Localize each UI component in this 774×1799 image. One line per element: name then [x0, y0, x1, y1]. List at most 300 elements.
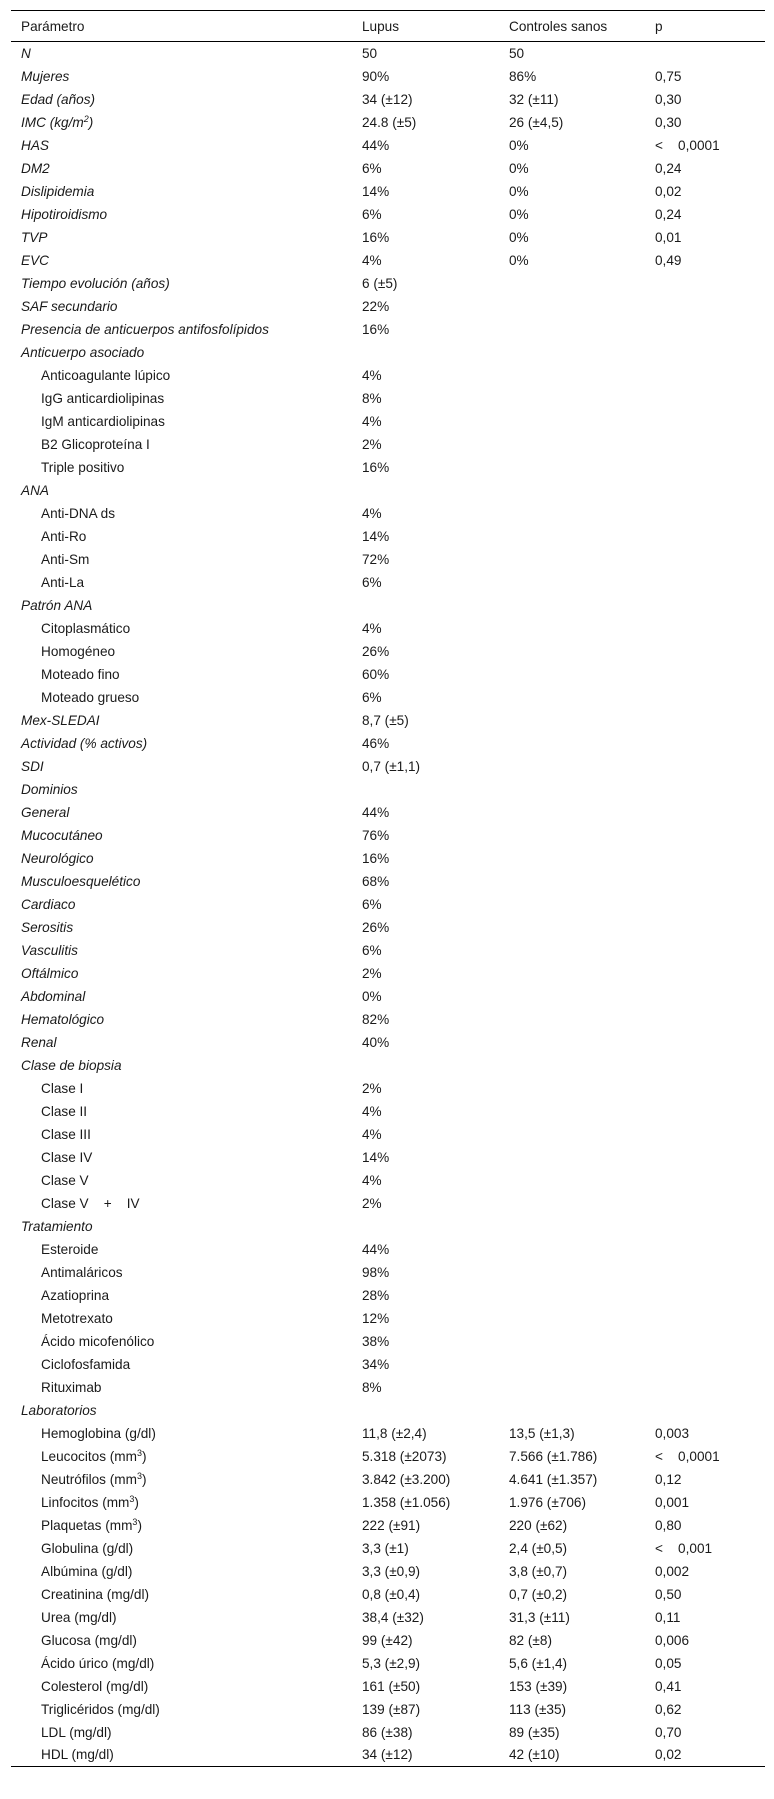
param-label: Laboratorios: [21, 1402, 97, 1418]
param-label: Hipotiroidismo: [21, 206, 108, 222]
param-cell: [11, 985, 352, 1008]
lupus-value-cell: 8,7 (±5): [362, 712, 409, 728]
controls-value-cell: [499, 1261, 645, 1284]
controls-value-cell: [499, 410, 645, 433]
table-row: [11, 65, 765, 88]
lupus-value-cell: 14%: [362, 528, 390, 544]
controls-value-cell: 86%: [509, 68, 537, 84]
param-cell: [11, 1238, 352, 1261]
param-cell: [11, 1330, 352, 1353]
lupus-value-cell: 5,3 (±2,9): [362, 1655, 421, 1671]
controls-value-cell: 0,7 (±0,2): [509, 1586, 568, 1602]
p-value-cell: 0,80: [655, 1517, 682, 1533]
param-label: Edad (años): [21, 91, 96, 107]
param-label: Leucocitos (mm: [41, 1448, 137, 1464]
table-row: [11, 594, 765, 617]
lupus-value-cell: 2%: [362, 436, 382, 452]
table-row: [11, 456, 765, 479]
lupus-value-cell: 22%: [362, 298, 390, 314]
param-label: IMC (kg/m: [21, 114, 84, 130]
p-value-cell: [645, 1215, 765, 1238]
controls-value-cell: [499, 364, 645, 387]
param-cell: [11, 962, 352, 985]
param-label: Triple positivo: [41, 459, 125, 475]
table-row: [11, 1491, 765, 1514]
param-label: Anti-La: [41, 574, 85, 590]
header-parametro: Parámetro: [11, 11, 352, 42]
param-label: Clase IV: [41, 1149, 93, 1165]
table-row: [11, 1744, 765, 1767]
table-row: [11, 111, 765, 134]
lupus-value-cell: 82%: [362, 1011, 390, 1027]
param-cell: [11, 318, 352, 341]
table-row: [11, 709, 765, 732]
lupus-value-cell: 5.318 (±2073): [362, 1448, 447, 1464]
param-label: IgG anticardiolipinas: [41, 390, 165, 406]
table-row: [11, 1422, 765, 1445]
table-row: [11, 1675, 765, 1698]
controls-value-cell: [499, 433, 645, 456]
p-value-cell: [645, 318, 765, 341]
table-row: [11, 1353, 765, 1376]
param-label: Neurológico: [21, 850, 94, 866]
table-row: [11, 1215, 765, 1238]
controls-value-cell: [499, 778, 645, 801]
param-cell: [11, 1445, 352, 1468]
p-value-cell: 0,12: [655, 1471, 682, 1487]
param-label: Anti-DNA ds: [41, 505, 116, 521]
param-label: Rituximab: [41, 1379, 102, 1395]
lupus-value-cell: [352, 1054, 499, 1077]
lupus-value-cell: 34 (±12): [352, 1744, 499, 1767]
table-row: [11, 1077, 765, 1100]
p-value-cell: [645, 686, 765, 709]
lupus-value-cell: 50: [362, 45, 378, 61]
p-value-cell: [645, 801, 765, 824]
controls-value-cell: [499, 939, 645, 962]
param-cell: [11, 1468, 352, 1491]
p-value-cell: 0,02: [655, 183, 682, 199]
table-row: [11, 755, 765, 778]
p-value-cell: [645, 870, 765, 893]
table-row: [11, 226, 765, 249]
table-row: [11, 617, 765, 640]
param-cell: [11, 1491, 352, 1514]
controls-value-cell: [499, 502, 645, 525]
param-label: Antimaláricos: [41, 1264, 123, 1280]
p-value-cell: [645, 893, 765, 916]
p-value-cell: 0,50: [655, 1586, 682, 1602]
param-label-suffix: ): [141, 1471, 147, 1487]
table-row: [11, 502, 765, 525]
param-cell: [11, 732, 352, 755]
table-row: [11, 1698, 765, 1721]
controls-value-cell: [499, 916, 645, 939]
param-cell: [11, 157, 352, 180]
param-label: Dominios: [21, 781, 78, 797]
param-cell: [11, 1376, 352, 1399]
param-cell: [11, 1698, 352, 1721]
table-row: [11, 364, 765, 387]
lupus-value-cell: 139 (±87): [362, 1701, 421, 1717]
controls-value-cell: [499, 548, 645, 571]
param-cell: [11, 1054, 352, 1077]
lupus-value-cell: 8%: [362, 1379, 382, 1395]
param-label: Linfocitos (mm: [41, 1494, 130, 1510]
lupus-value-cell: [352, 341, 499, 364]
param-cell: [11, 1215, 352, 1238]
table-row: [11, 1008, 765, 1031]
controls-value-cell: 0%: [509, 252, 529, 268]
param-label: HAS: [21, 137, 49, 153]
controls-value-cell: 32 (±11): [509, 91, 559, 107]
param-cell: [11, 1031, 352, 1054]
param-cell: [11, 1284, 352, 1307]
param-cell: [11, 1721, 352, 1744]
param-label: Musculoesquelético: [21, 873, 141, 889]
controls-value-cell: [499, 755, 645, 778]
table-row: [11, 893, 765, 916]
table-row: [11, 249, 765, 272]
param-cell: [11, 410, 352, 433]
param-cell: [11, 1514, 352, 1537]
controls-value-cell: [499, 387, 645, 410]
param-label: DM2: [21, 160, 50, 176]
param-cell: [11, 249, 352, 272]
p-value-cell: [645, 1284, 765, 1307]
param-label-suffix: ): [134, 1494, 139, 1510]
param-label: Plaquetas (mm: [41, 1517, 133, 1533]
controls-value-cell: [499, 571, 645, 594]
param-label-superscript: 2: [83, 113, 89, 124]
p-value-cell: [645, 548, 765, 571]
table-row: [11, 1560, 765, 1583]
controls-value-cell: [499, 525, 645, 548]
p-value-cell: [645, 1008, 765, 1031]
table-row: [11, 295, 765, 318]
controls-value-cell: [499, 1399, 645, 1422]
param-label-superscript: 3: [129, 1493, 135, 1504]
lupus-value-cell: 222 (±91): [362, 1517, 421, 1533]
p-value-cell: [645, 847, 765, 870]
p-value-cell: [645, 1031, 765, 1054]
lupus-value-cell: 99 (±42): [362, 1632, 413, 1648]
param-label: Moteado grueso: [41, 689, 140, 705]
lupus-value-cell: 12%: [362, 1310, 390, 1326]
controls-value-cell: [499, 1031, 645, 1054]
param-cell: [11, 617, 352, 640]
table-row: [11, 1537, 765, 1560]
table-row: [11, 525, 765, 548]
param-cell: [11, 1422, 352, 1445]
lupus-value-cell: 26%: [362, 919, 390, 935]
lupus-value-cell: 6%: [362, 942, 382, 958]
param-label: HDL (mg/dl): [41, 1747, 114, 1763]
p-value-cell: < 0,0001: [655, 1448, 720, 1464]
lupus-value-cell: 34%: [362, 1356, 390, 1372]
param-cell: [11, 709, 352, 732]
p-value-cell: [645, 433, 765, 456]
p-value-cell: [645, 1353, 765, 1376]
param-label: Ácido micofenólico: [41, 1333, 155, 1349]
p-value-cell: 0,002: [655, 1563, 690, 1579]
p-value-cell: [645, 1330, 765, 1353]
param-label: Renal: [21, 1034, 57, 1050]
lupus-value-cell: 14%: [362, 183, 390, 199]
param-label-superscript: 3: [136, 1470, 142, 1481]
param-cell: [11, 778, 352, 801]
param-cell: [11, 295, 352, 318]
p-value-cell: [645, 456, 765, 479]
controls-value-cell: [499, 1077, 645, 1100]
table-row: [11, 157, 765, 180]
param-cell: [11, 502, 352, 525]
p-value-cell: 0,11: [655, 1609, 681, 1625]
param-label: Metotrexato: [41, 1310, 113, 1326]
controls-value-cell: [499, 1330, 645, 1353]
p-value-cell: [645, 1261, 765, 1284]
controls-value-cell: [499, 893, 645, 916]
param-label: Oftálmico: [21, 965, 79, 981]
controls-value-cell: [499, 272, 645, 295]
param-cell: [11, 594, 352, 617]
param-cell: [11, 548, 352, 571]
table-row: [11, 1307, 765, 1330]
lupus-value-cell: 26%: [362, 643, 390, 659]
param-label: Moteado fino: [41, 666, 120, 682]
lupus-value-cell: 38%: [362, 1333, 390, 1349]
p-value-cell: [645, 709, 765, 732]
lupus-value-cell: 38,4 (±32): [362, 1609, 424, 1625]
controls-value-cell: 1.976 (±706): [509, 1494, 586, 1510]
controls-value-cell: [499, 663, 645, 686]
results-table: [11, 10, 765, 1767]
param-cell: [11, 42, 352, 65]
lupus-value-cell: 4%: [362, 367, 382, 383]
p-value-cell: [645, 778, 765, 801]
param-label: Esteroide: [41, 1241, 99, 1257]
param-cell: [11, 1744, 352, 1767]
lupus-value-cell: 8%: [362, 390, 382, 406]
table-row: [11, 870, 765, 893]
lupus-value-cell: 44%: [362, 1241, 390, 1257]
table-row: [11, 272, 765, 295]
param-label: Neutrófilos (mm: [41, 1471, 137, 1487]
param-label: Clase III: [41, 1126, 91, 1142]
table-row: [11, 1146, 765, 1169]
lupus-value-cell: 2%: [362, 965, 382, 981]
param-label: Homogéneo: [41, 643, 116, 659]
lupus-value-cell: 6%: [362, 574, 382, 590]
controls-value-cell: [499, 318, 645, 341]
controls-value-cell: [499, 479, 645, 502]
param-label: Azatioprina: [41, 1287, 110, 1303]
param-label: Abdominal: [21, 988, 86, 1004]
param-cell: [11, 663, 352, 686]
lupus-value-cell: 4%: [362, 1126, 382, 1142]
param-label: Anticoagulante lúpico: [41, 367, 171, 383]
param-label: Ácido úrico (mg/dl): [41, 1655, 155, 1671]
controls-value-cell: [499, 1284, 645, 1307]
controls-value-cell: 0%: [509, 229, 529, 245]
table-row: [11, 686, 765, 709]
param-label: General: [21, 804, 70, 820]
controls-value-cell: 0%: [509, 183, 529, 199]
table-row: [11, 571, 765, 594]
param-cell: [11, 1100, 352, 1123]
p-value-cell: [645, 1169, 765, 1192]
p-value-cell: [645, 502, 765, 525]
param-cell: [11, 65, 352, 88]
p-value-cell: [645, 617, 765, 640]
param-label-suffix: ): [137, 1517, 142, 1533]
controls-value-cell: 50: [509, 45, 525, 61]
table-row: [11, 1330, 765, 1353]
param-label: Mujeres: [21, 68, 70, 84]
param-cell: [11, 1353, 352, 1376]
lupus-value-cell: 6%: [362, 896, 382, 912]
p-value-cell: [645, 295, 765, 318]
table-body: [11, 42, 765, 1767]
controls-value-cell: [499, 732, 645, 755]
param-cell: [11, 1261, 352, 1284]
p-value-cell: [645, 1307, 765, 1330]
param-cell: [11, 755, 352, 778]
p-value-cell: [645, 341, 765, 364]
lupus-value-cell: 4%: [362, 1103, 382, 1119]
table-row: [11, 433, 765, 456]
p-value-cell: 0,70: [655, 1724, 682, 1740]
param-cell: [11, 1537, 352, 1560]
controls-value-cell: [499, 1238, 645, 1261]
param-cell: [11, 387, 352, 410]
param-label-suffix: ): [141, 1448, 147, 1464]
param-label-suffix: ): [88, 114, 94, 130]
lupus-value-cell: 4%: [362, 620, 382, 636]
param-label: Anticuerpo asociado: [21, 344, 145, 360]
lupus-value-cell: [352, 479, 499, 502]
p-value-cell: 0,41: [655, 1678, 682, 1694]
param-label-superscript: 3: [132, 1516, 138, 1527]
table-row: [11, 318, 765, 341]
lupus-value-cell: 86 (±38): [362, 1724, 413, 1740]
param-label: SDI: [21, 758, 44, 774]
p-value-cell: 0,49: [655, 252, 682, 268]
p-value-cell: [645, 364, 765, 387]
p-value-cell: [645, 985, 765, 1008]
table-row: [11, 1606, 765, 1629]
lupus-value-cell: 24.8 (±5): [362, 114, 417, 130]
table-row: [11, 962, 765, 985]
param-cell: [11, 1606, 352, 1629]
p-value-cell: [645, 479, 765, 502]
param-label: Clase de biopsia: [21, 1057, 122, 1073]
lupus-value-cell: 3,3 (±1): [362, 1540, 409, 1556]
param-label: Mex-SLEDAI: [21, 712, 100, 728]
param-cell: [11, 916, 352, 939]
param-label: Hemoglobina (g/dl): [41, 1425, 156, 1441]
controls-value-cell: [499, 686, 645, 709]
param-cell: [11, 341, 352, 364]
controls-value-cell: [499, 870, 645, 893]
p-value-cell: [645, 272, 765, 295]
table-row: [11, 1169, 765, 1192]
p-value-cell: [645, 732, 765, 755]
lupus-value-cell: 6%: [362, 689, 382, 705]
table-row: [11, 1238, 765, 1261]
param-cell: [11, 203, 352, 226]
lupus-value-cell: 6%: [362, 206, 382, 222]
controls-value-cell: [499, 1307, 645, 1330]
p-value-cell: 0,02: [645, 1744, 765, 1767]
p-value-cell: 0,62: [655, 1701, 682, 1717]
table-row: [11, 1445, 765, 1468]
lupus-value-cell: [352, 594, 499, 617]
table-row: [11, 801, 765, 824]
lupus-value-cell: 161 (±50): [362, 1678, 421, 1694]
lupus-value-cell: 46%: [362, 735, 390, 751]
controls-value-cell: 13,5 (±1,3): [509, 1425, 575, 1441]
param-label: Dislipidemia: [21, 183, 95, 199]
param-label: Citoplasmático: [41, 620, 131, 636]
param-label: Serositis: [21, 919, 74, 935]
p-value-cell: 0,001: [655, 1494, 690, 1510]
table-row: [11, 732, 765, 755]
table-row: [11, 1100, 765, 1123]
table-row: [11, 1583, 765, 1606]
param-label: Hematológico: [21, 1011, 105, 1027]
lupus-value-cell: 4%: [362, 252, 382, 268]
p-value-cell: [645, 1376, 765, 1399]
controls-value-cell: [499, 617, 645, 640]
table-row: [11, 916, 765, 939]
controls-value-cell: 153 (±39): [509, 1678, 568, 1694]
lupus-value-cell: 6%: [362, 160, 382, 176]
table-row: [11, 1261, 765, 1284]
param-cell: [11, 893, 352, 916]
param-cell: [11, 870, 352, 893]
param-cell: [11, 824, 352, 847]
param-cell: [11, 1146, 352, 1169]
table-row: [11, 1721, 765, 1744]
param-cell: [11, 111, 352, 134]
param-label: Anti-Sm: [41, 551, 90, 567]
table-row: [11, 1629, 765, 1652]
results-table-container: [11, 10, 765, 1767]
controls-value-cell: [499, 1054, 645, 1077]
controls-value-cell: 4.641 (±1.357): [509, 1471, 598, 1487]
p-value-cell: [645, 525, 765, 548]
table-row: [11, 42, 765, 65]
param-cell: [11, 1583, 352, 1606]
controls-value-cell: [499, 847, 645, 870]
p-value-cell: 0,05: [655, 1655, 682, 1671]
lupus-value-cell: 4%: [362, 413, 382, 429]
controls-value-cell: [499, 1215, 645, 1238]
p-value-cell: [645, 962, 765, 985]
controls-value-cell: 82 (±8): [509, 1632, 552, 1648]
param-cell: [11, 686, 352, 709]
param-cell: [11, 1008, 352, 1031]
table-row: [11, 1376, 765, 1399]
param-cell: [11, 801, 352, 824]
controls-value-cell: [499, 456, 645, 479]
controls-value-cell: [499, 1353, 645, 1376]
param-cell: [11, 479, 352, 502]
param-cell: [11, 1169, 352, 1192]
lupus-value-cell: [352, 1215, 499, 1238]
param-cell: [11, 226, 352, 249]
